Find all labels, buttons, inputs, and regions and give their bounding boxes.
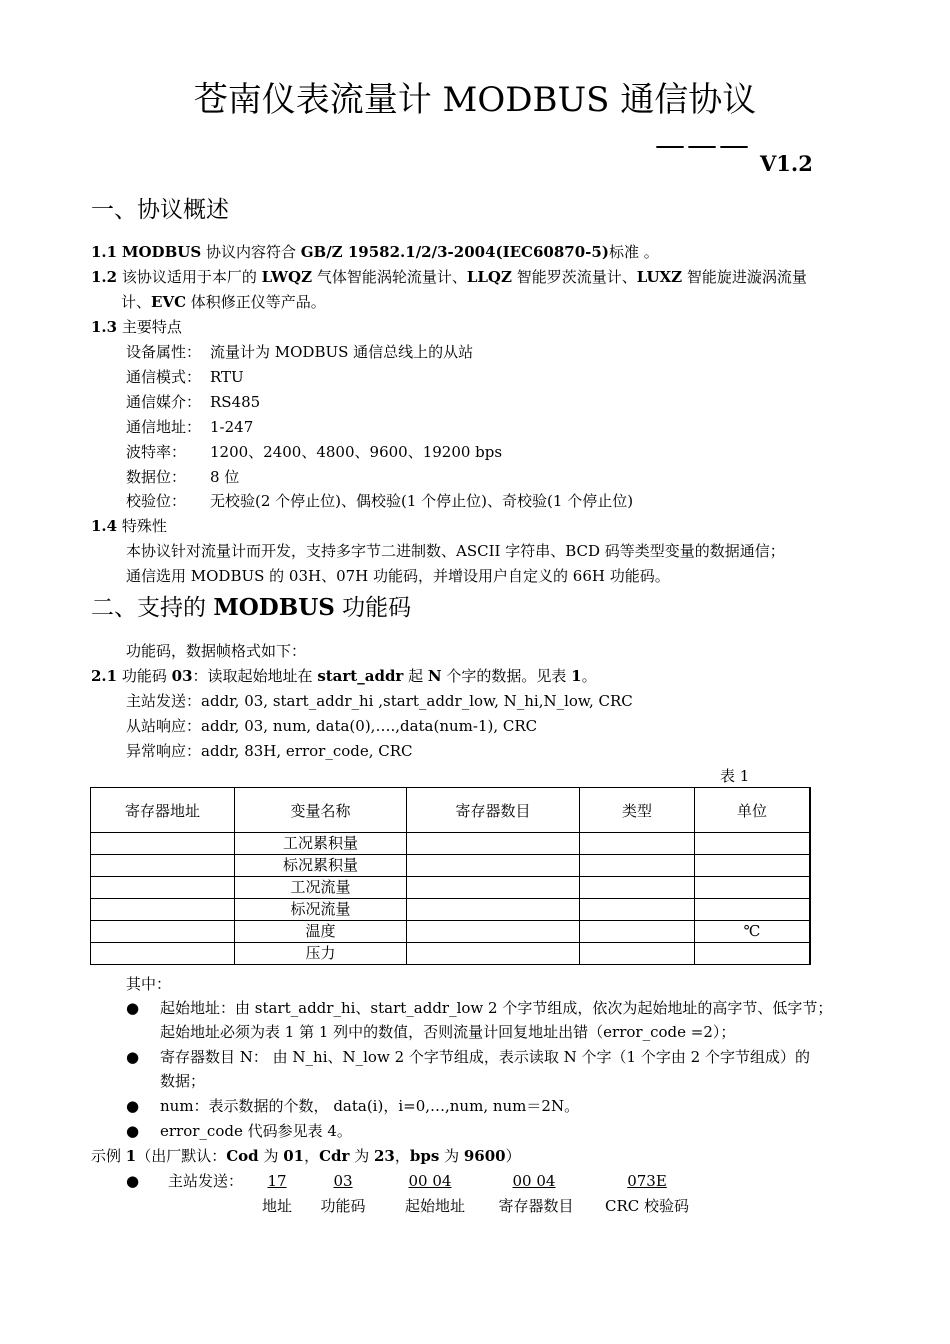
clause-text: LWQZ bbox=[261, 268, 313, 286]
table-cell bbox=[91, 899, 235, 921]
clause-text: 体积修正仪等产品。 bbox=[186, 293, 326, 311]
example-text: Cod bbox=[226, 1147, 259, 1165]
clause-text: 起 bbox=[403, 667, 428, 685]
frame-value: 00 04 bbox=[512, 1172, 556, 1190]
example-text: 9600 bbox=[463, 1147, 506, 1165]
table-row bbox=[91, 921, 811, 943]
clause-1-4 bbox=[91, 514, 167, 538]
example-text: 示例 bbox=[91, 1147, 126, 1165]
clause-1-2 bbox=[91, 265, 807, 289]
clause-1-4-line1: 本协议针对流量计而开发，支持多字节二进制数、ASCII 字符串、BCD 码等类型变量的数据通信； bbox=[126, 542, 785, 560]
clause-1-2-cont bbox=[121, 290, 326, 314]
feature-row bbox=[126, 390, 260, 414]
table-cell bbox=[580, 855, 695, 877]
clause-text: 。 bbox=[581, 667, 597, 685]
table-cell bbox=[407, 921, 580, 943]
table-cell bbox=[407, 833, 580, 855]
table-row bbox=[91, 943, 811, 965]
table-cell: 标况累积量 bbox=[235, 855, 407, 877]
bullet-icon: ● bbox=[126, 1172, 140, 1190]
feature-row bbox=[126, 465, 239, 489]
clause-1-1 bbox=[91, 240, 659, 264]
example-text: ， bbox=[394, 1147, 410, 1165]
section2-heading bbox=[91, 592, 411, 624]
example-text: 23 bbox=[374, 1147, 395, 1165]
clause-text: GB/Z 19582.1/2/3-2004(IEC60870-5) bbox=[300, 243, 609, 261]
table-header-cell: 类型 bbox=[580, 788, 695, 833]
table-cell: 标况流量 bbox=[235, 899, 407, 921]
table-cell bbox=[91, 943, 235, 965]
slave-reply-line: 从站响应：addr, 03, num, data(0),….,data(num-1), CRC bbox=[126, 717, 538, 735]
clause-text: 气体智能涡轮流量计、 bbox=[312, 268, 467, 286]
table-cell bbox=[407, 943, 580, 965]
master-send-line: 主站发送：addr, 03, start_addr_hi ,start_addr_low, N_hi,N_low, CRC bbox=[126, 692, 633, 710]
clause-text: 03 bbox=[171, 667, 193, 685]
note-line: 数据； bbox=[160, 1072, 206, 1090]
feature-key: 通信模式： bbox=[126, 368, 202, 386]
clause-text: LUXZ bbox=[636, 268, 683, 286]
frame-value: 17 bbox=[267, 1172, 287, 1190]
page-title: 苍南仪表流量计 MODBUS 通信协议 bbox=[193, 80, 757, 120]
table-cell bbox=[695, 855, 811, 877]
table-cell bbox=[407, 855, 580, 877]
table-header-cell: 寄存器地址 bbox=[91, 788, 235, 833]
table-cell bbox=[91, 921, 235, 943]
table-cell: 温度 bbox=[235, 921, 407, 943]
table-cell bbox=[695, 943, 811, 965]
feature-value: RTU bbox=[210, 368, 244, 386]
clause-number: 1.4 bbox=[91, 517, 118, 535]
feature-key: 通信地址： bbox=[126, 418, 202, 436]
table-cell bbox=[695, 899, 811, 921]
heading-text: MODBUS bbox=[213, 594, 335, 621]
table-cell bbox=[580, 943, 695, 965]
clause-number: 1.3 bbox=[91, 318, 118, 336]
table-header-cell: 单位 bbox=[695, 788, 811, 833]
feature-value: 1200、2400、4800、9600、19200 bps bbox=[210, 443, 503, 461]
feature-row bbox=[126, 415, 253, 439]
clause-2-1 bbox=[91, 664, 597, 688]
clause-text: 协议内容符合 bbox=[201, 243, 301, 261]
table-cell bbox=[580, 833, 695, 855]
clause-text: 智能旋进漩涡流量 bbox=[682, 268, 807, 286]
feature-row bbox=[126, 440, 502, 464]
clause-text: N bbox=[427, 667, 442, 685]
example-text: 为 bbox=[349, 1147, 374, 1165]
table-cell bbox=[580, 877, 695, 899]
feature-value: RS485 bbox=[210, 393, 261, 411]
feature-row bbox=[126, 489, 633, 513]
feature-row bbox=[126, 365, 244, 389]
table-cell: 工况累积量 bbox=[235, 833, 407, 855]
table-cell: 压力 bbox=[235, 943, 407, 965]
table-row bbox=[91, 877, 811, 899]
table-cell bbox=[91, 855, 235, 877]
bullet-icon: ● bbox=[126, 1122, 140, 1140]
frame-label: 功能码 bbox=[320, 1197, 366, 1215]
version-dash: ——— bbox=[655, 128, 751, 163]
note-line: num：表示数据的个数， data(i)，i=0,…,num, num＝2N。 bbox=[160, 1097, 580, 1115]
table-cell: 工况流量 bbox=[235, 877, 407, 899]
example-heading bbox=[91, 1144, 521, 1168]
feature-key: 波特率： bbox=[126, 443, 187, 461]
feature-key: 通信媒介： bbox=[126, 393, 202, 411]
clause-number: 2.1 bbox=[91, 667, 118, 685]
feature-key: 设备属性： bbox=[126, 343, 202, 361]
example-send-label: 主站发送： bbox=[168, 1172, 244, 1190]
bullet-icon: ● bbox=[126, 1048, 140, 1066]
note-label: 其中： bbox=[126, 975, 172, 993]
clause-text: 个字的数据。见表 bbox=[441, 667, 572, 685]
clause-1-3 bbox=[91, 315, 182, 339]
frame-value: 073E bbox=[627, 1172, 667, 1190]
table-cell bbox=[695, 833, 811, 855]
bullet-icon: ● bbox=[126, 999, 140, 1017]
frame-label: CRC 校验码 bbox=[604, 1197, 690, 1215]
clause-text: 主要特点 bbox=[117, 318, 182, 336]
clause-text: EVC bbox=[151, 293, 187, 311]
heading-text: 二、支持的 bbox=[91, 595, 214, 621]
note-line: 起始地址必须为表 1 第 1 列中的数值，否则流量计回复地址出错（error_code =2）； bbox=[160, 1023, 736, 1041]
clause-text: 智能罗茨流量计、 bbox=[511, 268, 637, 286]
table-cell bbox=[580, 899, 695, 921]
example-text: 为 bbox=[439, 1147, 464, 1165]
table-row bbox=[91, 899, 811, 921]
example-text: ） bbox=[505, 1147, 521, 1165]
clause-text: 1 bbox=[571, 667, 582, 685]
section1-heading: 一、协议概述 bbox=[91, 197, 229, 223]
clause-text: 功能码 bbox=[117, 667, 172, 685]
error-reply-line: 异常响应：addr, 83H, error_code, CRC bbox=[126, 742, 413, 760]
clause-text: 特殊性 bbox=[117, 517, 167, 535]
example-text: ， bbox=[304, 1147, 320, 1165]
example-text: 1 bbox=[125, 1147, 137, 1165]
bullet-icon: ● bbox=[126, 1097, 140, 1115]
example-text: bps bbox=[409, 1147, 440, 1165]
table-cell bbox=[407, 899, 580, 921]
table-header-cell: 变量名称 bbox=[235, 788, 407, 833]
frame-value: 00 04 bbox=[408, 1172, 452, 1190]
clause-text: MODBUS bbox=[121, 243, 202, 261]
table-row bbox=[91, 855, 811, 877]
table-cell: ℃ bbox=[695, 921, 811, 943]
note-line: 起始地址：由 start_addr_hi、start_addr_low 2 个字节组成，依次为起始地址的高字节、低字节； bbox=[160, 999, 833, 1017]
feature-key: 数据位： bbox=[126, 468, 187, 486]
table-cell bbox=[580, 921, 695, 943]
clause-text: start_addr bbox=[317, 667, 404, 685]
feature-value: 8 位 bbox=[210, 468, 240, 486]
feature-key: 校验位： bbox=[126, 492, 187, 510]
clause-text: LLQZ bbox=[466, 268, 512, 286]
feature-value: 1-247 bbox=[210, 418, 254, 436]
section2-intro: 功能码，数据帧格式如下： bbox=[126, 642, 307, 660]
example-text: 01 bbox=[283, 1147, 305, 1165]
table-cell bbox=[407, 877, 580, 899]
register-table bbox=[90, 787, 811, 965]
example-text: Cdr bbox=[319, 1147, 350, 1165]
clause-text: 计、 bbox=[121, 293, 152, 311]
frame-value: 03 bbox=[333, 1172, 353, 1190]
table-cell bbox=[91, 833, 235, 855]
table-row bbox=[91, 833, 811, 855]
frame-label: 地址 bbox=[261, 1197, 292, 1215]
feature-value: 流量计为 MODBUS 通信总线上的从站 bbox=[210, 343, 474, 361]
clause-number: 1.2 bbox=[91, 268, 118, 286]
example-text: （出厂默认： bbox=[136, 1147, 227, 1165]
clause-text: 该协议适用于本厂的 bbox=[117, 268, 262, 286]
feature-row bbox=[126, 340, 473, 364]
example-text: 为 bbox=[258, 1147, 284, 1165]
frame-label: 起始地址 bbox=[404, 1197, 465, 1215]
table-header-row bbox=[91, 788, 811, 833]
clause-text: 标准 。 bbox=[608, 243, 659, 261]
table-header-cell: 寄存器数目 bbox=[407, 788, 580, 833]
note-line: error_code 代码参见表 4。 bbox=[160, 1122, 352, 1140]
table-cell bbox=[91, 877, 235, 899]
frame-label: 寄存器数目 bbox=[498, 1197, 574, 1215]
feature-value: 无校验(2 个停止位)、偶校验(1 个停止位)、奇校验(1 个停止位) bbox=[210, 492, 634, 510]
clause-1-4-line2: 通信选用 MODBUS 的 03H、07H 功能码，并增设用户自定义的 66H 功能码。 bbox=[126, 567, 670, 585]
version-label: V1.2 bbox=[760, 151, 813, 176]
table-cell bbox=[695, 877, 811, 899]
note-line: 寄存器数目 N： 由 N_hi、N_low 2 个字节组成，表示读取 N 个字（1 个字由 2 个字节组成）的 bbox=[160, 1048, 810, 1066]
heading-text: 功能码 bbox=[334, 595, 412, 621]
clause-number: 1.1 bbox=[91, 243, 118, 261]
table-caption: 表 1 bbox=[720, 767, 750, 785]
clause-text: ：读取起始地址在 bbox=[192, 667, 318, 685]
